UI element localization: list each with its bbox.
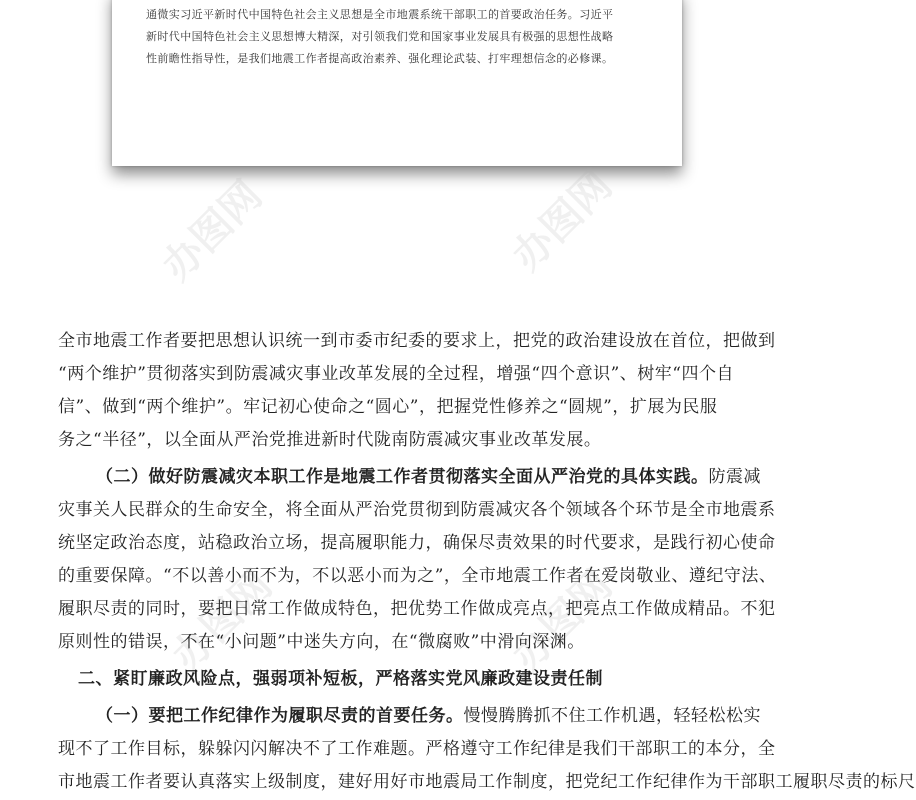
card-line: 性前瞻性指导性，是我们地震工作者提高政治素养、强化理论武装、打牢理想信念的必修课。 xyxy=(146,52,614,65)
section-lead: （一）要把工作纪律作为履职尽责的首要任务。 xyxy=(96,706,464,726)
paragraph-line: 务之“半径”，以全面从严治党推进新时代陇南防震减灾事业改革发展。 xyxy=(58,430,602,450)
paragraph-line: 现不了工作目标，躲躲闪闪解决不了工作难题。严格遵守工作纪律是我们干部职工的本分，全 xyxy=(58,739,776,759)
watermark: 办图网 xyxy=(163,562,282,680)
paragraph-text: 防震减 xyxy=(708,467,761,487)
paragraph-line: 统坚定政治态度，站稳政治立场，提高履职能力，确保尽责效果的时代要求，是践行初心使命 xyxy=(58,533,776,553)
card-line: 通微实习近平新时代中国特色社会主义思想是全市地震系统干部职工的首要政治任务。习近平 xyxy=(146,8,614,21)
section-heading: 二、紧盯廉政风险点，强弱项补短板，严格落实党风廉政建设责任制 xyxy=(78,669,603,689)
section-lead: （二）做好防震减灾本职工作是地震工作者贯彻落实全面从严治党的具体实践。 xyxy=(96,467,709,487)
watermark: 办图网 xyxy=(153,172,272,290)
paragraph-line: 灾事关人民群众的生命安全，将全面从严治党贯彻到防震减灾各个领域各个环节是全市地震系 xyxy=(58,500,776,520)
paragraph-line: 市地震工作者要认真落实上级制度，建好用好市地震局工作制度，把党纪工作纪律作为干部职工履职尽责的标尺 xyxy=(58,772,916,792)
paragraph-line xyxy=(58,461,761,494)
paragraph-line: 的重要保障。“不以善小而不为，不以恶小而为之”，全市地震工作者在爱岗敬业、遵纪守法、 xyxy=(58,566,777,586)
card-line: 新时代中国特色社会主义思想博大精深，对引领我们党和国家事业发展具有极强的思想性战略 xyxy=(146,30,614,43)
watermark: 办图网 xyxy=(503,162,622,280)
quote-card xyxy=(112,0,682,166)
paragraph-text: 慢慢腾腾抓不住工作机遇，轻轻松松实 xyxy=(463,706,761,726)
paragraph-line: 全市地震工作者要把思想认识统一到市委市纪委的要求上，把党的政治建设放在首位，把做到 xyxy=(58,331,776,351)
paragraph-line: 履职尽责的同时，要把日常工作做成特色，把优势工作做成亮点，把亮点工作做成精品。不犯 xyxy=(58,599,776,619)
document-body xyxy=(58,325,916,799)
paragraph-line xyxy=(58,700,761,733)
watermark: 办图网 xyxy=(503,562,622,680)
paragraph-line: 原则性的错误，不在“小问题”中迷失方向，在“微腐败”中滑向深渊。 xyxy=(58,632,585,652)
paragraph-line: “两个维护”贯彻落实到防震减灾事业改革发展的全过程，增强“四个意识”、树牢“四个自 xyxy=(58,364,734,384)
quote-card-text xyxy=(146,4,651,70)
paragraph-line: 信”、做到“两个维护”。牢记初心使命之“圆心”，把握党性修养之“圆规”，扩展为民服 xyxy=(58,397,718,417)
